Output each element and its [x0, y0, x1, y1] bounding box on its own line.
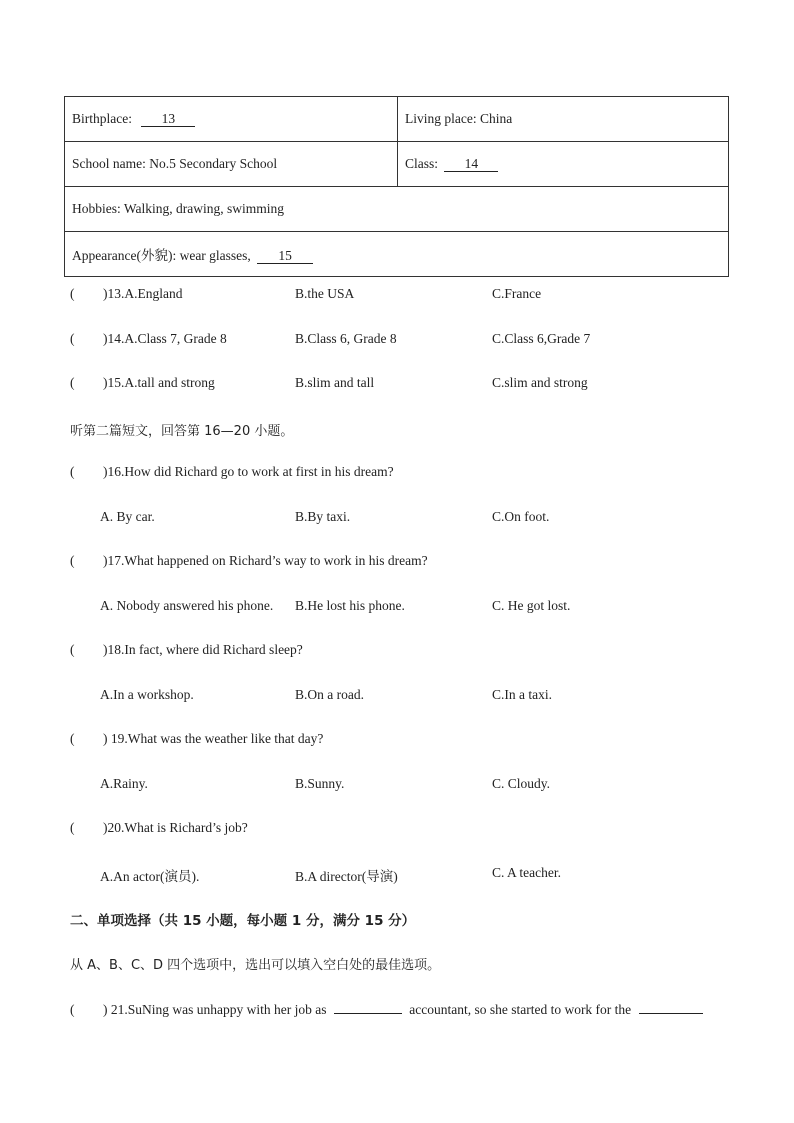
option-c: C. Cloudy. [492, 776, 551, 791]
option-c: C. He got lost. [492, 598, 571, 613]
option-c: C.France [492, 286, 542, 301]
answer-paren: ( [70, 820, 75, 835]
question-stem: )20.What is Richard’s job? [103, 820, 248, 835]
fill-blank [639, 999, 703, 1014]
school-name-cell: School name: No.5 Secondary School [65, 142, 398, 187]
appearance-cell [65, 232, 729, 277]
part2-heading: 二、单项选择（共 15 小题，每小题 1 分，满分 15 分） [70, 913, 416, 929]
birthplace-cell [65, 97, 398, 142]
section2-intro: 听第二篇短文，回答第 16—20 小题。 [70, 424, 294, 439]
option-c: C.Class 6,Grade 7 [492, 331, 591, 346]
question-stem: 13.A.England [107, 286, 183, 301]
answer-paren: ( [70, 464, 75, 479]
living-place-cell: Living place: China [398, 97, 729, 142]
appearance-label: Appearance(外貌): wear glasses, [72, 248, 251, 263]
appearance-blank: 15 [257, 248, 313, 264]
birthplace-label: Birthplace: [72, 111, 132, 126]
option-a: A.In a workshop. [100, 687, 194, 702]
question-17 [70, 553, 428, 569]
question-stem: ) 19.What was the weather like that day? [103, 731, 324, 746]
option-a: A.Rainy. [100, 776, 148, 791]
answer-paren-close: ) [103, 331, 108, 346]
fill-blank [334, 999, 402, 1014]
option-c: C.On foot. [492, 509, 550, 524]
question-18 [70, 642, 303, 658]
question-16 [70, 464, 394, 480]
answer-paren: ( [70, 642, 75, 657]
option-b: B.On a road. [295, 687, 364, 702]
answer-paren: ( [70, 731, 75, 746]
option-b: B.slim and tall [295, 375, 375, 390]
class-label: Class: [405, 156, 439, 171]
option-c: C. A teacher. [492, 865, 561, 880]
table-row [65, 232, 729, 277]
option-c: C.slim and strong [492, 375, 588, 390]
hobbies-cell: Hobbies: Walking, drawing, swimming [65, 187, 729, 232]
question-15 [70, 375, 215, 391]
question-stem: )18.In fact, where did Richard sleep? [103, 642, 303, 657]
class-blank: 14 [444, 156, 498, 172]
question-19 [70, 731, 323, 747]
question-21 [70, 999, 703, 1018]
answer-paren: ( [70, 375, 75, 390]
question-stem-part1: ) 21.SuNing was unhappy with her job as [103, 1002, 327, 1017]
answer-paren-close: ) [103, 286, 108, 301]
table-row [65, 142, 729, 187]
question-stem-part2: accountant, so she started to work for the [409, 1002, 632, 1017]
option-b: B.Class 6, Grade 8 [295, 331, 397, 346]
question-13 [70, 286, 183, 302]
option-c: C.In a taxi. [492, 687, 552, 702]
table-row [65, 187, 729, 232]
option-b: B.Sunny. [295, 776, 345, 791]
info-table [64, 96, 729, 277]
question-stem: )17.What happened on Richard’s way to work in his dream? [103, 553, 428, 568]
birthplace-blank: 13 [141, 111, 195, 127]
option-b: B.A director(导演) [295, 869, 398, 884]
question-stem: 15.A.tall and strong [107, 375, 215, 390]
answer-paren: ( [70, 286, 75, 301]
question-stem: 14.A.Class 7, Grade 8 [107, 331, 227, 346]
option-b: B.the USA [295, 286, 355, 301]
answer-paren: ( [70, 1002, 75, 1017]
question-20 [70, 820, 248, 836]
table-row [65, 97, 729, 142]
option-b: B.By taxi. [295, 509, 351, 524]
class-cell [398, 142, 729, 187]
option-a: A. By car. [100, 509, 155, 524]
question-stem: )16.How did Richard go to work at first in his dream? [103, 464, 394, 479]
option-b: B.He lost his phone. [295, 598, 405, 613]
option-a: A.An actor(演员). [100, 869, 200, 884]
part2-instruction: 从 A、B、C、D 四个选项中，选出可以填入空白处的最佳选项。 [70, 958, 441, 973]
option-a: A. Nobody answered his phone. [100, 598, 274, 613]
answer-paren: ( [70, 331, 75, 346]
answer-paren-close: ) [103, 375, 108, 390]
question-14 [70, 331, 227, 347]
answer-paren: ( [70, 553, 75, 568]
